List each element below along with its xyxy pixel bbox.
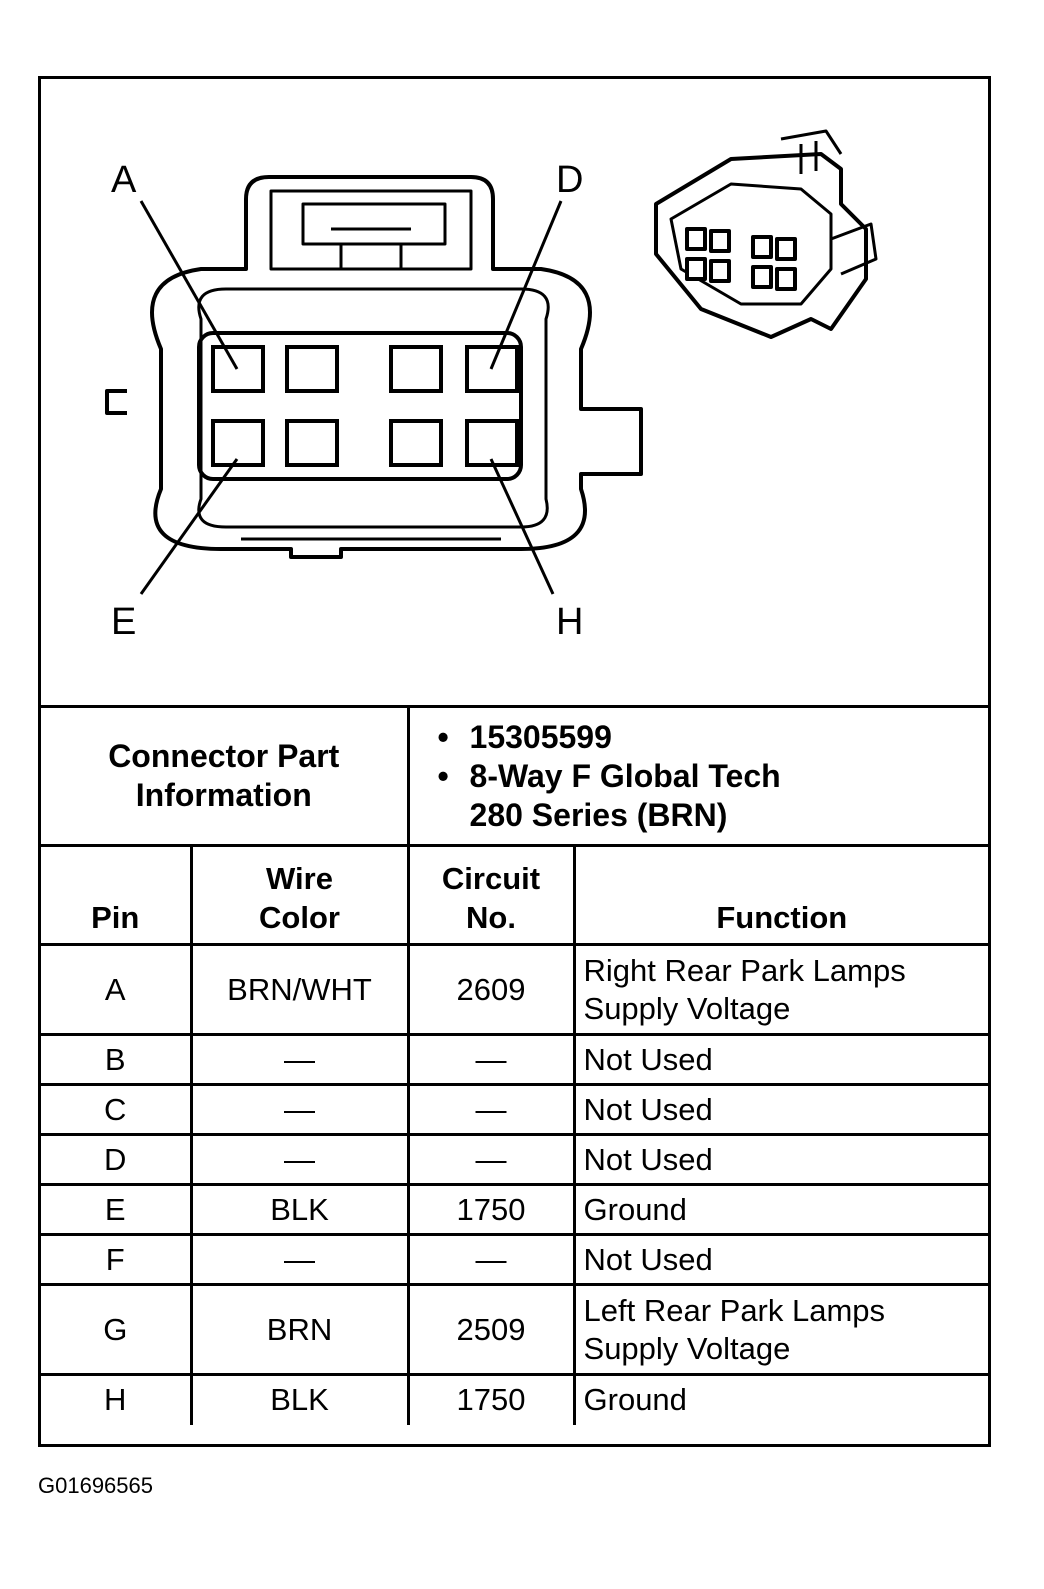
part-number: • 15305599	[437, 718, 612, 755]
table-row: B — — Not Used	[41, 1035, 988, 1085]
table-row: A BRN/WHT 2609 Right Rear Park Lamps Supply Voltage	[41, 945, 988, 1035]
callout-a: A	[111, 159, 137, 201]
connector-info-row	[41, 707, 988, 846]
table-row: D — — Not Used	[41, 1135, 988, 1185]
table-row: C — — Not Used	[41, 1085, 988, 1135]
callout-leaders	[141, 201, 561, 594]
header-circuit: Circuit No.	[408, 846, 574, 945]
callout-e: E	[111, 601, 137, 643]
header-pin: Pin	[41, 846, 191, 945]
connector-iso-sketch	[656, 131, 876, 337]
table-header-row	[41, 846, 988, 945]
callout-d: D	[556, 159, 584, 201]
connector-diagram	[41, 79, 988, 705]
connector-description: • 8-Way F Global Tech	[437, 757, 781, 794]
figure-id: G01696565	[38, 1473, 153, 1498]
table-row: G BRN 2509 Left Rear Park Lamps Supply Voltage	[41, 1285, 988, 1375]
connector-card	[38, 76, 991, 1447]
callout-h: H	[556, 601, 584, 643]
pinout-table	[41, 705, 988, 1425]
pin-cavities	[213, 347, 517, 465]
connector-info-label: Connector Part Information	[41, 707, 408, 846]
connector-face-drawing	[41, 79, 988, 705]
connector-info-values: • 15305599 • 8-Way F Global Tech 280 Series (BRN)	[408, 707, 988, 846]
header-wire-color: Wire Color	[191, 846, 408, 945]
header-function: Function	[574, 846, 988, 945]
table-row: H BLK 1750 Ground	[41, 1375, 988, 1425]
table-row: F — — Not Used	[41, 1235, 988, 1285]
table-row: E BLK 1750 Ground	[41, 1185, 988, 1235]
